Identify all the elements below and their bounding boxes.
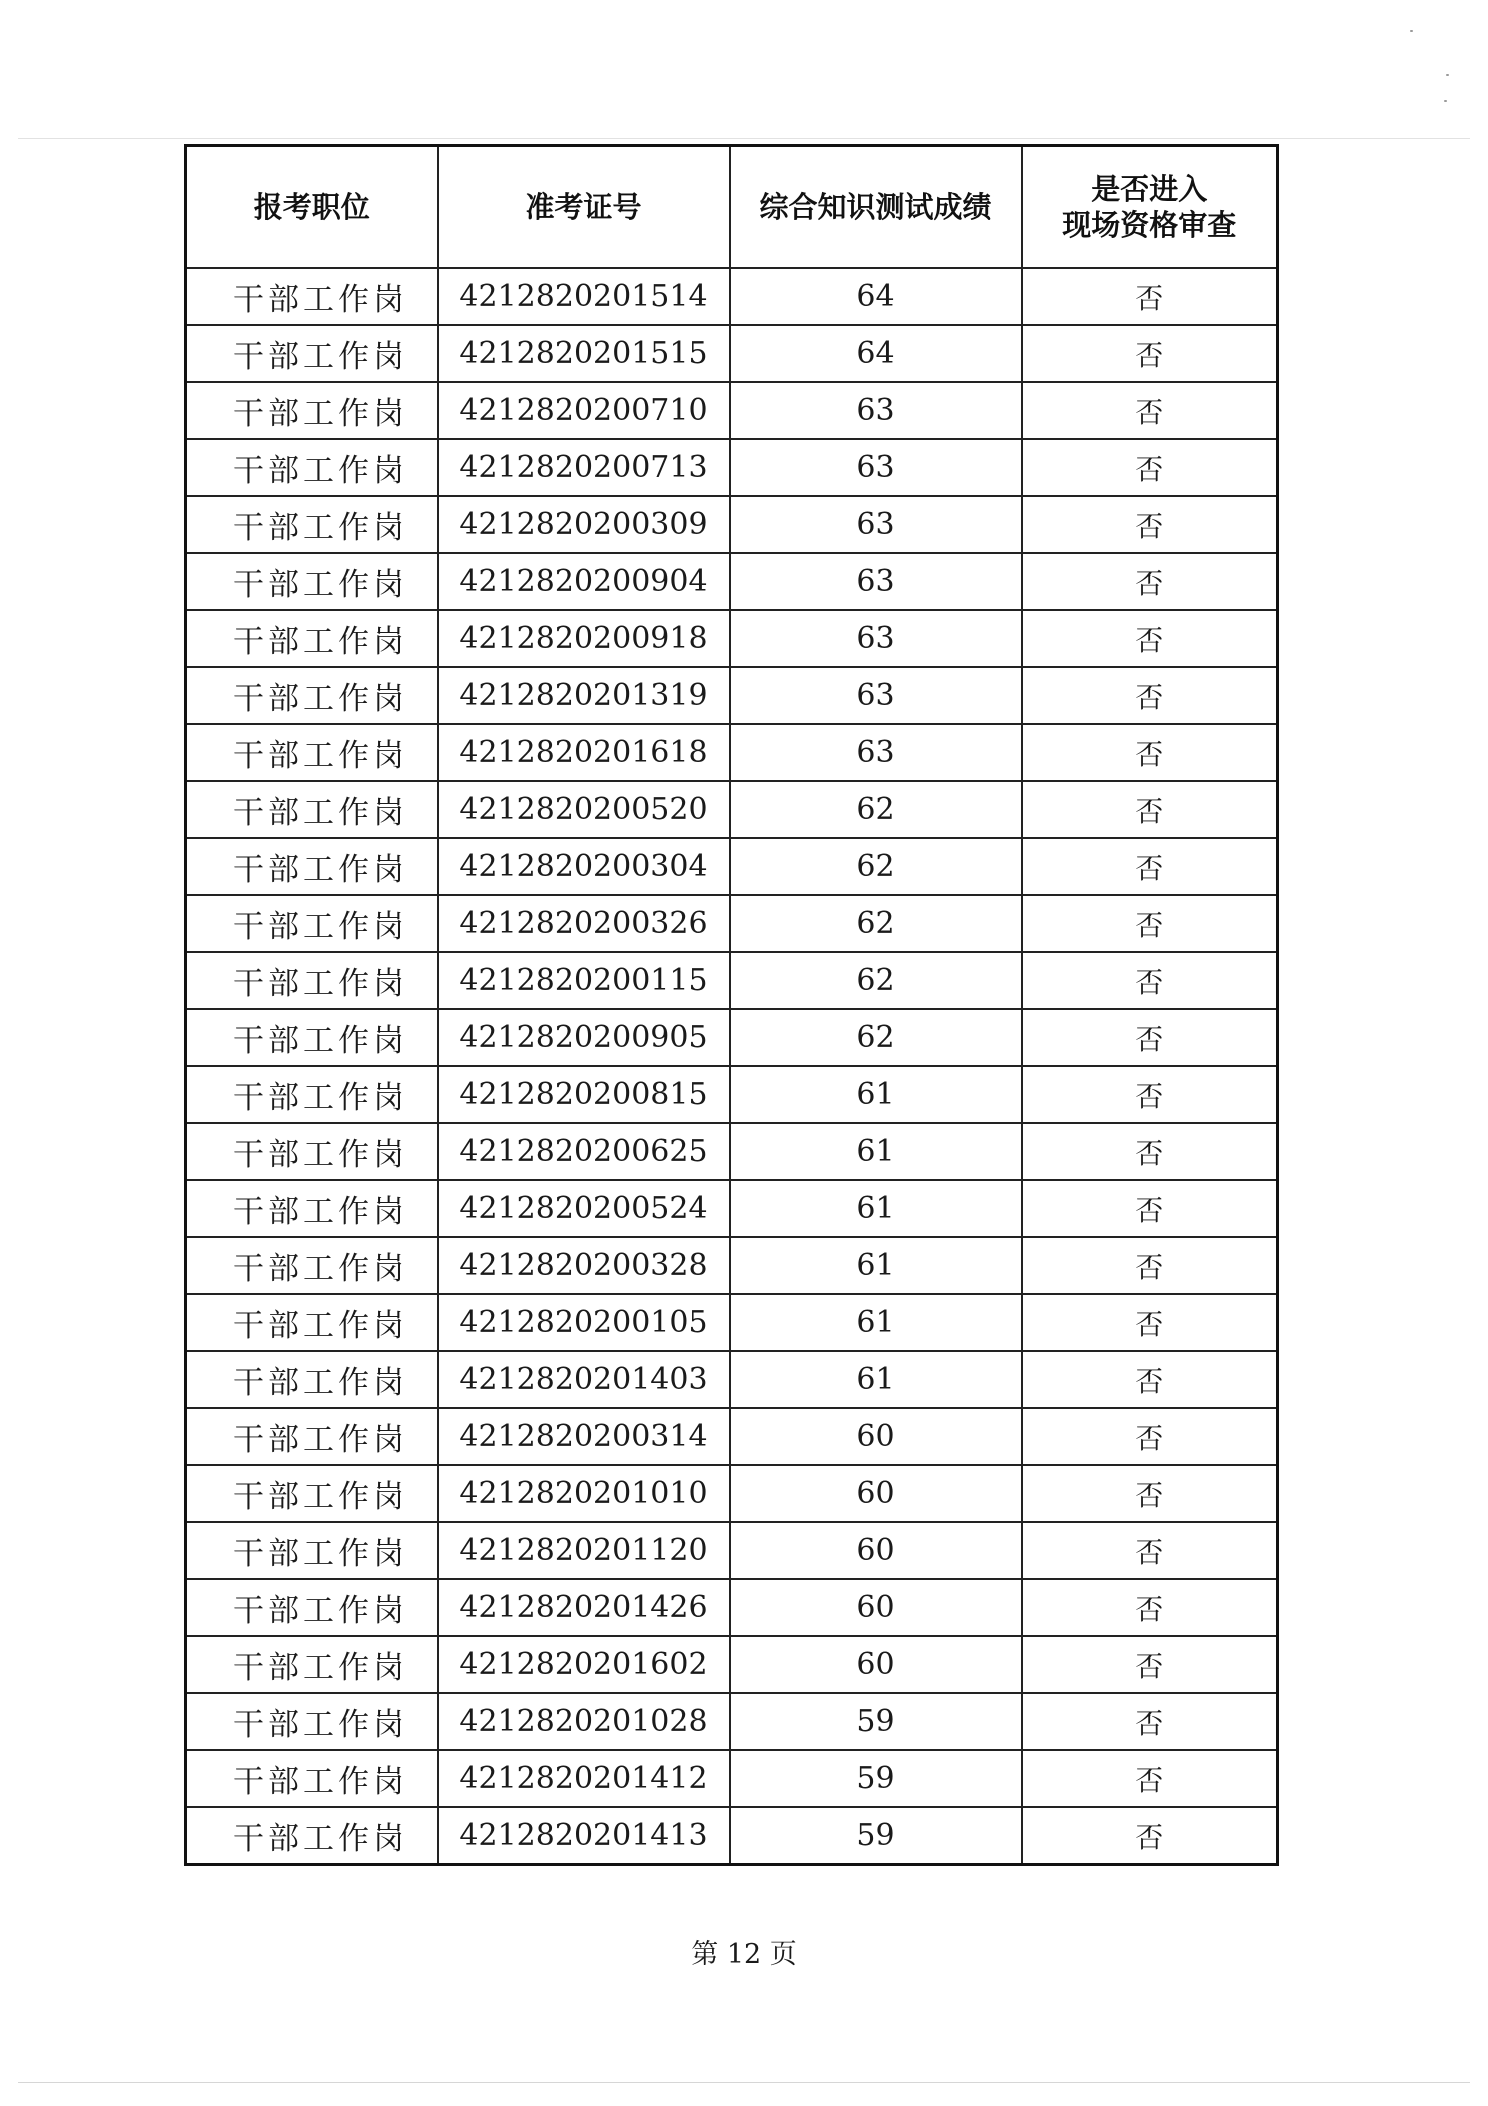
- table-row: [186, 667, 1278, 724]
- cell-admission-no: 4212820201514: [438, 268, 730, 325]
- header-qualified-line2: 现场资格审查: [1062, 208, 1237, 242]
- cell-score: 59: [730, 1693, 1022, 1750]
- cell-qualified: 否: [1022, 1009, 1278, 1066]
- cell-score: 60: [730, 1408, 1022, 1465]
- cell-qualified: 否: [1022, 1294, 1278, 1351]
- table-row: [186, 439, 1278, 496]
- score-table: [184, 144, 1279, 1866]
- cell-admission-no: 4212820201413: [438, 1807, 730, 1865]
- cell-position: 干部工作岗: [186, 610, 438, 667]
- table-row: [186, 1408, 1278, 1465]
- cell-score: 62: [730, 895, 1022, 952]
- cell-admission-no: 4212820201426: [438, 1579, 730, 1636]
- cell-score: 61: [730, 1066, 1022, 1123]
- cell-position: 干部工作岗: [186, 1123, 438, 1180]
- table-row: [186, 1522, 1278, 1579]
- cell-score: 59: [730, 1807, 1022, 1865]
- cell-admission-no: 4212820200309: [438, 496, 730, 553]
- header-position: 报考职位: [186, 146, 438, 269]
- cell-qualified: 否: [1022, 838, 1278, 895]
- cell-qualified: 否: [1022, 1123, 1278, 1180]
- cell-score: 63: [730, 610, 1022, 667]
- cell-position: 干部工作岗: [186, 439, 438, 496]
- cell-admission-no: 4212820200105: [438, 1294, 730, 1351]
- cell-admission-no: 4212820201412: [438, 1750, 730, 1807]
- cell-qualified: 否: [1022, 895, 1278, 952]
- header-qualified: [1022, 146, 1278, 269]
- scan-speck: [1410, 30, 1413, 32]
- cell-score: 64: [730, 268, 1022, 325]
- cell-qualified: 否: [1022, 553, 1278, 610]
- table-row: [186, 838, 1278, 895]
- cell-admission-no: 4212820200815: [438, 1066, 730, 1123]
- table-row: [186, 1066, 1278, 1123]
- cell-score: 62: [730, 952, 1022, 1009]
- cell-admission-no: 4212820201403: [438, 1351, 730, 1408]
- table-row: [186, 1180, 1278, 1237]
- cell-position: 干部工作岗: [186, 838, 438, 895]
- cell-qualified: 否: [1022, 781, 1278, 838]
- cell-position: 干部工作岗: [186, 1180, 438, 1237]
- table-row: [186, 610, 1278, 667]
- cell-position: 干部工作岗: [186, 1579, 438, 1636]
- cell-qualified: 否: [1022, 1636, 1278, 1693]
- cell-admission-no: 4212820200326: [438, 895, 730, 952]
- cell-score: 62: [730, 781, 1022, 838]
- cell-score: 63: [730, 667, 1022, 724]
- cell-admission-no: 4212820200524: [438, 1180, 730, 1237]
- cell-position: 干部工作岗: [186, 952, 438, 1009]
- scan-edge-top: [18, 138, 1470, 139]
- cell-qualified: 否: [1022, 1180, 1278, 1237]
- table-row: [186, 724, 1278, 781]
- table-row: [186, 1351, 1278, 1408]
- cell-admission-no: 4212820200520: [438, 781, 730, 838]
- cell-score: 60: [730, 1579, 1022, 1636]
- cell-position: 干部工作岗: [186, 553, 438, 610]
- cell-position: 干部工作岗: [186, 1009, 438, 1066]
- header-qualified-line1: 是否进入: [1091, 172, 1208, 206]
- table-header-row: [186, 146, 1278, 269]
- table-row: [186, 895, 1278, 952]
- cell-qualified: 否: [1022, 1807, 1278, 1865]
- cell-score: 61: [730, 1180, 1022, 1237]
- cell-position: 干部工作岗: [186, 667, 438, 724]
- cell-qualified: 否: [1022, 1237, 1278, 1294]
- cell-score: 63: [730, 496, 1022, 553]
- cell-admission-no: 4212820200625: [438, 1123, 730, 1180]
- cell-admission-no: 4212820200115: [438, 952, 730, 1009]
- cell-position: 干部工作岗: [186, 1237, 438, 1294]
- table-row: [186, 781, 1278, 838]
- cell-score: 61: [730, 1294, 1022, 1351]
- cell-position: 干部工作岗: [186, 1408, 438, 1465]
- cell-score: 62: [730, 838, 1022, 895]
- cell-position: 干部工作岗: [186, 325, 438, 382]
- header-score: 综合知识测试成绩: [730, 146, 1022, 269]
- cell-qualified: 否: [1022, 268, 1278, 325]
- cell-admission-no: 4212820201319: [438, 667, 730, 724]
- cell-qualified: 否: [1022, 667, 1278, 724]
- cell-admission-no: 4212820200905: [438, 1009, 730, 1066]
- cell-position: 干部工作岗: [186, 781, 438, 838]
- cell-position: 干部工作岗: [186, 895, 438, 952]
- cell-admission-no: 4212820200713: [438, 439, 730, 496]
- cell-score: 64: [730, 325, 1022, 382]
- page-number: 第 12 页: [691, 1939, 797, 1970]
- cell-qualified: 否: [1022, 610, 1278, 667]
- cell-qualified: 否: [1022, 1408, 1278, 1465]
- table-row: [186, 1579, 1278, 1636]
- cell-admission-no: 4212820201028: [438, 1693, 730, 1750]
- cell-score: 59: [730, 1750, 1022, 1807]
- cell-qualified: 否: [1022, 325, 1278, 382]
- header-admission-no: 准考证号: [438, 146, 730, 269]
- cell-qualified: 否: [1022, 1750, 1278, 1807]
- scan-edge-bottom: [18, 2082, 1470, 2083]
- table-row: [186, 1636, 1278, 1693]
- cell-score: 60: [730, 1522, 1022, 1579]
- cell-qualified: 否: [1022, 496, 1278, 553]
- cell-admission-no: 4212820200328: [438, 1237, 730, 1294]
- table-row: [186, 1807, 1278, 1865]
- cell-qualified: 否: [1022, 1465, 1278, 1522]
- table-body: [186, 268, 1278, 1865]
- cell-admission-no: 4212820200710: [438, 382, 730, 439]
- cell-score: 63: [730, 553, 1022, 610]
- cell-position: 干部工作岗: [186, 1750, 438, 1807]
- cell-qualified: 否: [1022, 952, 1278, 1009]
- cell-position: 干部工作岗: [186, 1693, 438, 1750]
- cell-score: 61: [730, 1237, 1022, 1294]
- cell-position: 干部工作岗: [186, 1066, 438, 1123]
- table-row: [186, 1750, 1278, 1807]
- cell-position: 干部工作岗: [186, 1465, 438, 1522]
- cell-qualified: 否: [1022, 1579, 1278, 1636]
- cell-admission-no: 4212820200918: [438, 610, 730, 667]
- cell-admission-no: 4212820201010: [438, 1465, 730, 1522]
- cell-score: 60: [730, 1465, 1022, 1522]
- table-row: [186, 952, 1278, 1009]
- table-row: [186, 553, 1278, 610]
- cell-position: 干部工作岗: [186, 1636, 438, 1693]
- table-row: [186, 325, 1278, 382]
- table-row: [186, 496, 1278, 553]
- cell-qualified: 否: [1022, 1522, 1278, 1579]
- cell-position: 干部工作岗: [186, 496, 438, 553]
- cell-admission-no: 4212820200314: [438, 1408, 730, 1465]
- table-row: [186, 382, 1278, 439]
- cell-score: 62: [730, 1009, 1022, 1066]
- cell-position: 干部工作岗: [186, 1807, 438, 1865]
- cell-position: 干部工作岗: [186, 382, 438, 439]
- cell-qualified: 否: [1022, 724, 1278, 781]
- cell-qualified: 否: [1022, 439, 1278, 496]
- table-row: [186, 1009, 1278, 1066]
- cell-qualified: 否: [1022, 382, 1278, 439]
- cell-score: 61: [730, 1351, 1022, 1408]
- cell-position: 干部工作岗: [186, 1294, 438, 1351]
- scan-speck: [1446, 74, 1449, 76]
- cell-score: 63: [730, 439, 1022, 496]
- cell-score: 60: [730, 1636, 1022, 1693]
- table-row: [186, 268, 1278, 325]
- table-row: [186, 1465, 1278, 1522]
- scan-speck: [1444, 100, 1447, 102]
- cell-admission-no: 4212820201618: [438, 724, 730, 781]
- cell-admission-no: 4212820201515: [438, 325, 730, 382]
- cell-position: 干部工作岗: [186, 1351, 438, 1408]
- table-row: [186, 1693, 1278, 1750]
- table-row: [186, 1123, 1278, 1180]
- cell-admission-no: 4212820200904: [438, 553, 730, 610]
- table-row: [186, 1237, 1278, 1294]
- cell-admission-no: 4212820200304: [438, 838, 730, 895]
- cell-admission-no: 4212820201602: [438, 1636, 730, 1693]
- cell-score: 63: [730, 382, 1022, 439]
- table-row: [186, 1294, 1278, 1351]
- cell-score: 61: [730, 1123, 1022, 1180]
- cell-position: 干部工作岗: [186, 268, 438, 325]
- cell-position: 干部工作岗: [186, 1522, 438, 1579]
- cell-score: 63: [730, 724, 1022, 781]
- cell-qualified: 否: [1022, 1693, 1278, 1750]
- cell-qualified: 否: [1022, 1351, 1278, 1408]
- cell-position: 干部工作岗: [186, 724, 438, 781]
- cell-qualified: 否: [1022, 1066, 1278, 1123]
- cell-admission-no: 4212820201120: [438, 1522, 730, 1579]
